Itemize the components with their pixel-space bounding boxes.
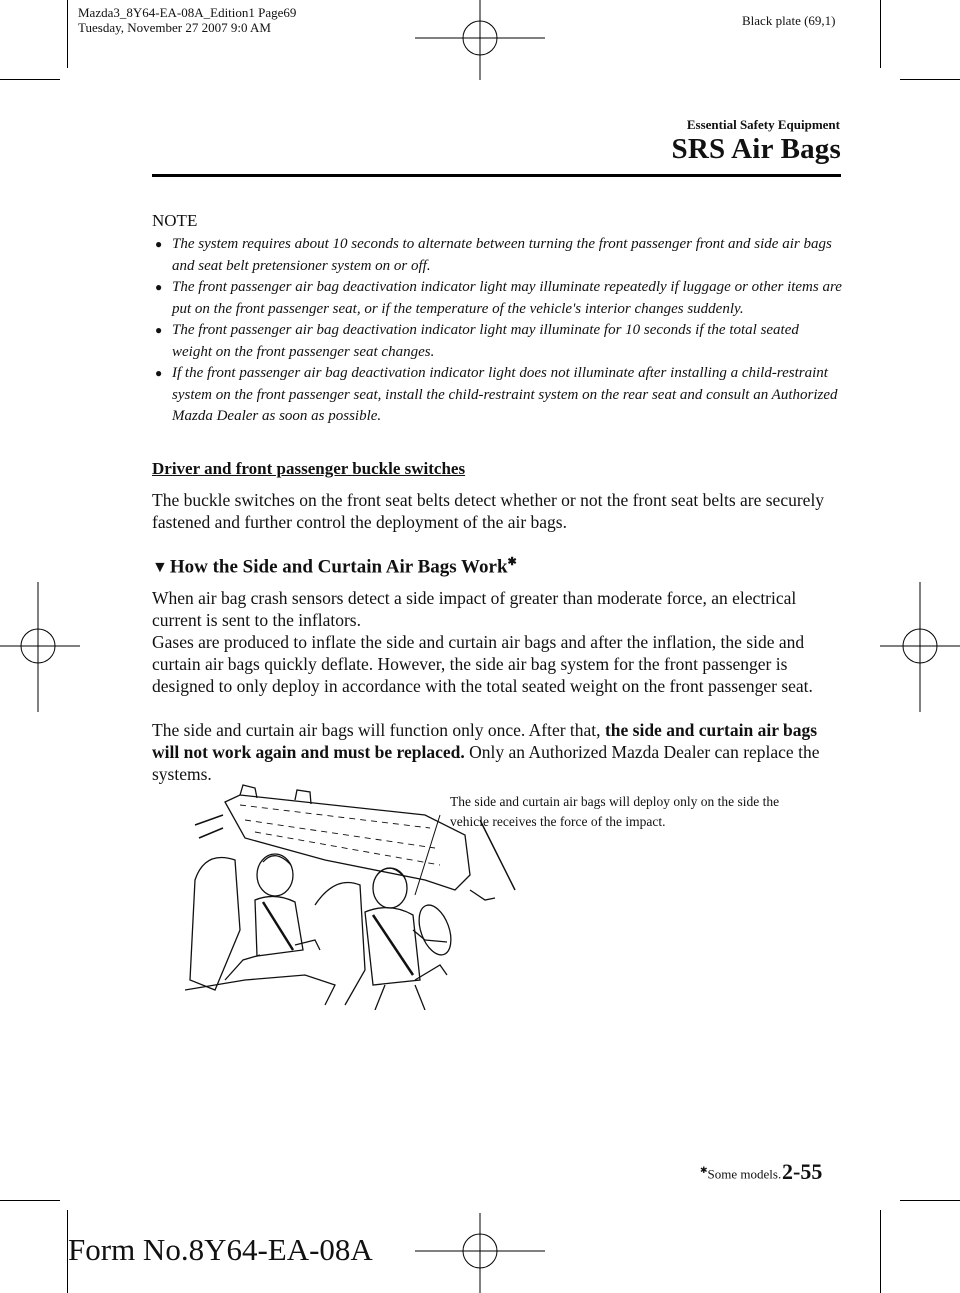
registration-mark-top (415, 0, 545, 80)
side-para-3-bold: the side and curtain air bags will not work again and must be replaced. (152, 720, 818, 762)
registration-mark-bottom (415, 1213, 545, 1293)
side-para-3 (152, 719, 844, 785)
footnote (700, 1165, 781, 1182)
asterisk-icon: ✱ (507, 556, 517, 568)
note-item (152, 320, 842, 363)
crop-mark (900, 79, 960, 80)
triangle-marker-icon: ▼ (152, 559, 168, 577)
side-para-2: Gases are produced to inflate the side and curtain air bags and after the inflation, the side and curtain air bags quickly deflate. However, the side air bag system for the front passenger is designed to only deploy in accordance with the total seated weight on the front passenger seat. (152, 632, 813, 696)
crop-mark (880, 0, 881, 68)
registration-mark-left (0, 582, 80, 712)
form-number: Form No.8Y64-EA-08A (68, 1232, 373, 1267)
note-title: NOTE (152, 211, 198, 230)
note-item (152, 363, 842, 428)
bullet-icon: ● (155, 237, 163, 251)
section-label: Essential Safety Equipment (686, 117, 840, 132)
bullet-icon: ● (155, 280, 163, 294)
bullet-icon: ● (155, 366, 163, 380)
crop-mark (0, 79, 60, 80)
page-number: 2-55 (782, 1159, 823, 1184)
crop-mark (0, 1200, 60, 1201)
crop-mark (67, 0, 68, 68)
registration-mark-right (880, 582, 960, 712)
illustration-caption: The side and curtain air bags will deploy only on the side the vehicle receives the force of the impact. (450, 794, 780, 829)
note-item (152, 277, 842, 320)
crop-mark (880, 1210, 881, 1293)
side-para-1: When air bag crash sensors detect a side impact of greater than moderate force, an electrical current is sent to the inflators. (152, 588, 797, 630)
bullet-icon: ● (155, 323, 163, 337)
asterisk-icon: ✱ (700, 1165, 708, 1175)
note-text: If the front passenger air bag deactivation indicator light does not illuminate after installing a child-restraint system on the front passenger seat, install the child-restraint system on the rear seat and consult an Authorized Mazda Dealer as soon as possible. (172, 365, 838, 424)
footnote-text: Some models. (707, 1166, 782, 1182)
side-para-3-start: The side and curtain air bags will function only once. After that, (152, 720, 605, 740)
side-curtain-heading-text: How the Side and Curtain Air Bags Work (169, 556, 508, 578)
print-plate: Black plate (69,1) (742, 13, 836, 28)
buckle-heading: Driver and front passenger buckle switches (152, 459, 466, 478)
note-text: The front passenger air bag deactivation indicator light may illuminate for 10 seconds if the total seated weight on the front passenger seat changes. (172, 322, 799, 360)
side-para-3-end: Only an Authorized Mazda Dealer can replace the systems. (152, 742, 820, 784)
print-date-line: Tuesday, November 27 2007 9:0 AM (78, 20, 271, 35)
buckle-body: The buckle switches on the front seat belts detect whether or not the front seat belts are securely fastened and further control the deployment of the air bags. (152, 490, 825, 532)
header-rule (152, 174, 841, 177)
note-text: The system requires about 10 seconds to alternate between turning the front passenger front and side air bags and seat belt pretensioner system on or off. (172, 236, 832, 274)
page-title: SRS Air Bags (671, 133, 841, 165)
print-file-line: Mazda3_8Y64-EA-08A_Edition1 Page69 (78, 5, 297, 20)
note-list (152, 234, 842, 428)
side-curtain-heading (152, 555, 517, 578)
note-item (152, 234, 842, 277)
crop-mark (900, 1200, 960, 1201)
note-text: The front passenger air bag deactivation indicator light may illuminate repeatedly if luggage or other items are put on the front passenger seat, or if the temperature of the vehicle's interior changes suddenly. (172, 279, 842, 317)
